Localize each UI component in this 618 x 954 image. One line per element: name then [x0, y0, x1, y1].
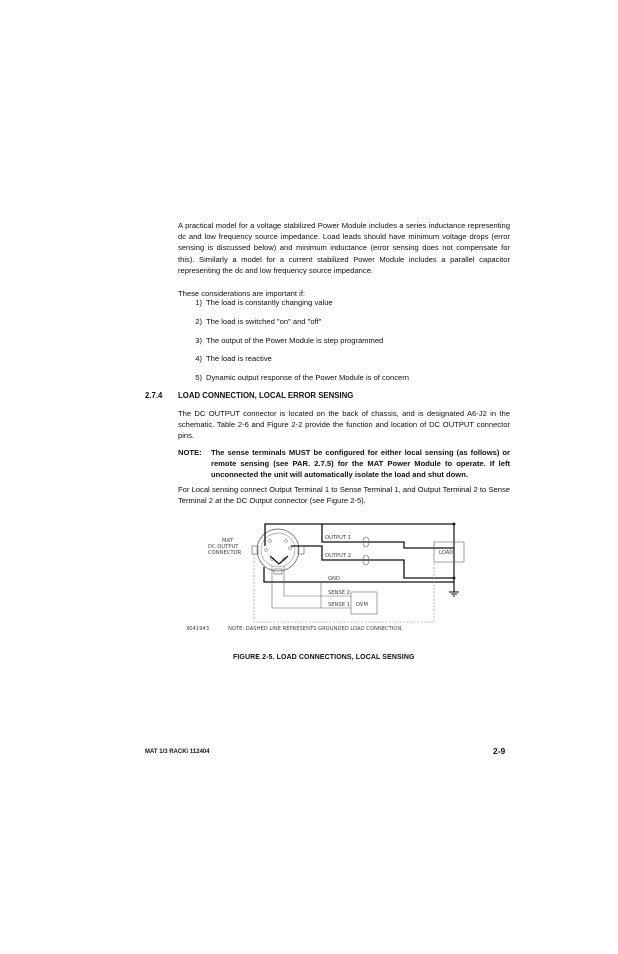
local-sensing-paragraph: For Local sensing connect Output Terminal 1 to Sense Terminal 1, and Output Terminal 2 to Sense Terminal 2 at the DC Output connector (see Figure 2-5). — [178, 485, 510, 506]
list-item: 4) The load is reactive — [195, 354, 272, 363]
footer-doc-id: MAT 1/3 RACK\ 112404 — [145, 749, 210, 755]
intro-paragraph: A practical model for a voltage stabilized Power Module includes a series inductance representing dc and low frequency source impedance. Load leads should have minimum voltage drops (error sensing is discussed below) and minimum inductance (error sensing does not compensate for this). Similarly a model for a current stabilized Power Module includes a parallel capacitor representing the dc and low frequency source impedance. — [178, 221, 510, 275]
dvm-label: DVM — [356, 602, 368, 608]
list-item: 3) The output of the Power Module is step programmed — [195, 336, 384, 345]
note-label: NOTE: — [178, 448, 202, 457]
drawing-number: 3041943 — [186, 626, 210, 632]
connector-label-dc-output: DC OUTPUT — [208, 544, 239, 550]
list-item: 2) The load is switched "on" and "off" — [195, 317, 322, 326]
note-text: The sense terminals MUST be configured for either local sensing (as follows) or remote sensing (see PAR. 2.7.5) for the MAT Power Module to operate. If left unconnected the unit will automatically isolate the load and shut down. — [211, 448, 510, 479]
section-number: 2.7.4 — [145, 391, 163, 400]
list-item: 5) Dynamic output response of the Power Module is of concern — [195, 373, 410, 382]
figure-note: NOTE: DASHED LINE REPRESENTS GROUNDED LOAD CONNECTION. — [228, 626, 403, 632]
considerations-intro: These considerations are important if: — [178, 289, 306, 298]
connector-label-connector: CONNECTOR — [208, 550, 242, 556]
figure-caption: FIGURE 2-5. LOAD CONNECTIONS, LOCAL SENSING — [233, 654, 415, 661]
connector-symbol — [252, 529, 304, 574]
page-number: 2-9 — [493, 746, 506, 756]
ground-icon — [449, 592, 459, 596]
list-item: 1) The load is constantly changing value — [195, 298, 333, 307]
connector-label-mat: MAT — [222, 538, 233, 544]
load-label: LOAD — [439, 550, 454, 556]
sense-2-label: SENSE 2 — [328, 590, 350, 596]
sense-1-label: SENSE 1 — [328, 602, 350, 608]
gnd-label: GND — [328, 576, 340, 582]
section-title: LOAD CONNECTION, LOCAL ERROR SENSING — [178, 391, 354, 400]
output-2-label: OUTPUT 2 — [325, 553, 352, 559]
figure-load-connections-diagram — [186, 520, 468, 632]
output-1-label: OUTPUT 1 — [325, 535, 352, 541]
dc-output-paragraph: The DC OUTPUT connector is located on the back of chassis, and is designated A6-J2 in the schematic. Table 2-6 and Figure 2-2 provide the function and location of DC OUTPUT connector pins. — [178, 409, 510, 441]
